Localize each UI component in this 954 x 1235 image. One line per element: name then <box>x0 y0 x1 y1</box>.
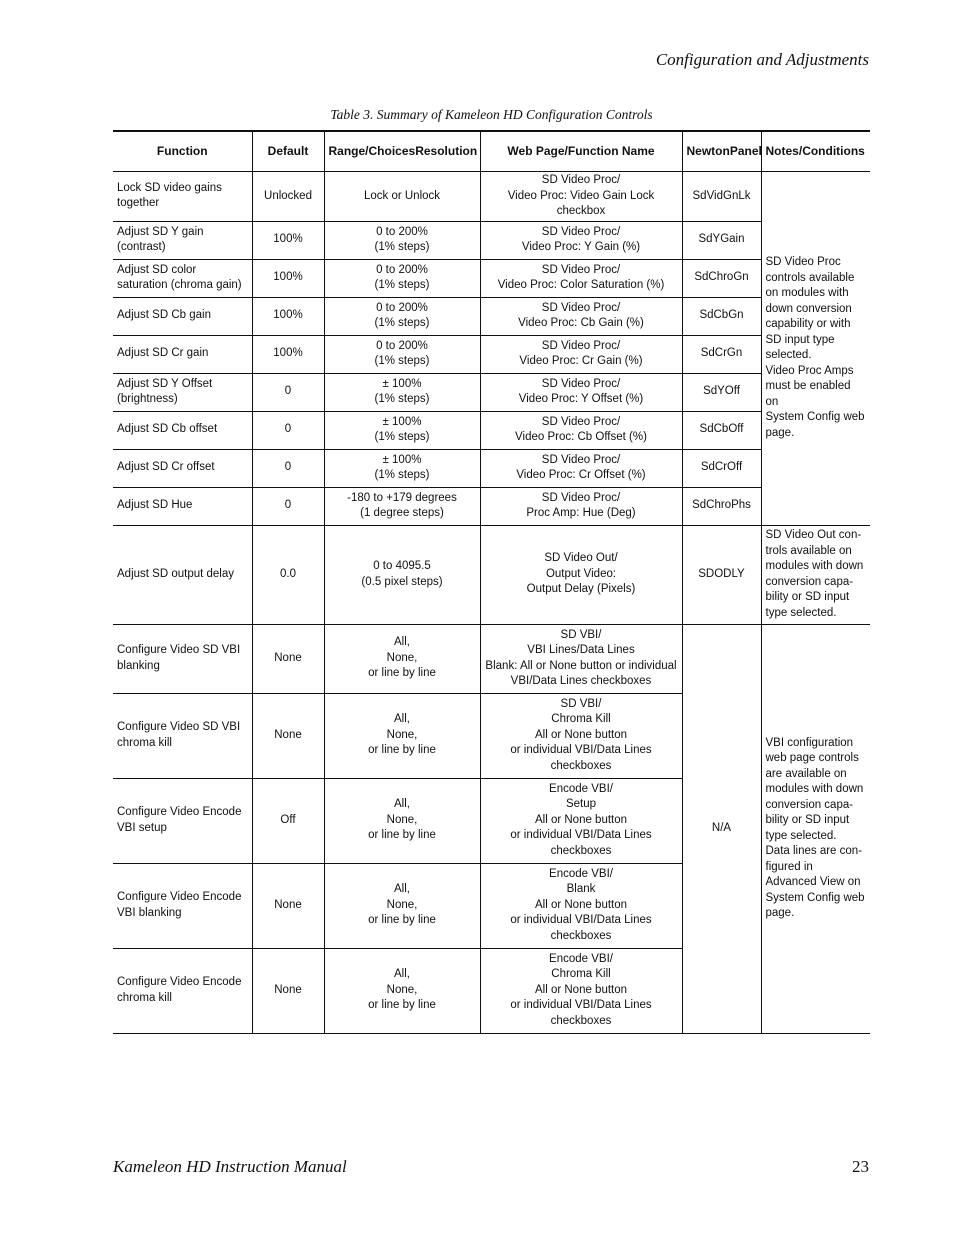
function-cell: Configure Video SD VBI blanking <box>113 624 252 693</box>
text-line: Panel <box>729 144 762 158</box>
text-line: 0 to 200% <box>376 263 428 276</box>
text-line: Video Proc: Y Gain (%) <box>521 241 641 253</box>
function-cell: Configure Video Encode VBI setup <box>113 778 252 863</box>
text-line: SD Video Out/ <box>544 552 618 565</box>
range-cell <box>324 297 480 335</box>
text-line: VBI/Data Lines checkboxes <box>510 675 652 687</box>
table-row <box>113 297 870 335</box>
text-line: All, <box>394 883 410 896</box>
text-line: Output Delay (Pixels) <box>526 583 636 596</box>
text-line: Web Page/ <box>507 144 568 158</box>
text-line: SD Video Proc <box>765 256 841 269</box>
default-cell: None <box>252 693 324 778</box>
text-line: SD VBI/ <box>560 628 602 641</box>
text-line: Video Proc: Cb Gain (%) <box>518 317 644 329</box>
column-header <box>113 131 252 172</box>
text-line: Encode VBI/ <box>549 782 613 795</box>
text-line: conversion capa- <box>765 798 854 811</box>
default-cell: 0 <box>252 411 324 449</box>
default-cell: None <box>252 948 324 1033</box>
column-header <box>324 131 480 172</box>
web-page-cell <box>480 487 682 525</box>
web-page-cell <box>480 624 682 693</box>
function-cell: Adjust SD Y Offset (brightness) <box>113 373 252 411</box>
table-caption: Table 3. Summary of Kameleon HD Configuration Controls <box>330 107 653 122</box>
range-cell <box>324 335 480 373</box>
text-line: controls available <box>765 271 855 284</box>
text-line: or individual VBI/Data Lines <box>510 914 652 927</box>
text-line: Video Proc: Cr Offset (%) <box>516 469 646 481</box>
text-line: Video Proc: Color Saturation (%) <box>497 279 665 291</box>
text-line: ± 100% <box>382 377 422 390</box>
function-cell: Adjust SD Hue <box>113 487 252 525</box>
text-line: or line by line <box>368 829 436 842</box>
text-line: SD VBI/ <box>560 697 602 710</box>
text-line: Function <box>156 144 208 158</box>
table-row <box>113 373 870 411</box>
text-line: (1% steps) <box>374 279 430 291</box>
text-line: Chroma Kill <box>551 968 611 981</box>
text-line: Blank <box>566 883 596 896</box>
newton-panel-cell: SdChroGn <box>682 259 761 297</box>
web-page-cell <box>480 297 682 335</box>
default-cell: 100% <box>252 297 324 335</box>
default-cell: Unlocked <box>252 172 324 222</box>
range-cell <box>324 221 480 259</box>
text-line: Advanced View on <box>765 876 861 888</box>
column-header <box>480 131 682 172</box>
text-line: conversion capa- <box>765 575 854 588</box>
function-cell: Adjust SD Y gain (contrast) <box>113 221 252 259</box>
table-row <box>113 411 870 449</box>
table-row <box>113 172 870 222</box>
newton-panel-cell: N/A <box>682 624 761 1033</box>
text-line: All or None button <box>534 898 628 911</box>
function-cell: Configure Video SD VBI chroma kill <box>113 693 252 778</box>
text-line: Output Video: <box>545 567 617 580</box>
running-header: Configuration and Adjustments <box>655 50 869 69</box>
notes-cell <box>761 525 870 624</box>
text-line: checkboxes <box>550 1014 612 1027</box>
default-cell: 0 <box>252 373 324 411</box>
function-cell: Adjust SD Cb gain <box>113 297 252 335</box>
table-row <box>113 487 870 525</box>
text-line: 0 to 200% <box>376 301 428 314</box>
function-cell: Lock SD video gains together <box>113 172 252 222</box>
newton-panel-cell: SdCbOff <box>682 411 761 449</box>
default-cell: 0 <box>252 487 324 525</box>
newton-panel-cell: SDODLY <box>682 525 761 624</box>
range-cell <box>324 863 480 948</box>
text-line: All, <box>394 713 410 726</box>
text-line: SD Video Proc/ <box>541 491 621 504</box>
newton-panel-cell: SdChroPhs <box>682 487 761 525</box>
range-cell <box>324 259 480 297</box>
range-cell <box>324 487 480 525</box>
table-header-row <box>113 131 870 172</box>
text-line: (1% steps) <box>374 317 430 329</box>
table-row <box>113 259 870 297</box>
text-line: type selected. <box>765 606 837 619</box>
text-line: must be enabled on <box>765 380 851 408</box>
range-cell <box>324 172 480 222</box>
newton-panel-cell: SdVidGnLk <box>682 172 761 222</box>
text-line: are available on <box>765 767 847 780</box>
text-line: Proc Amp: Hue (Deg) <box>526 507 636 519</box>
text-line: down conversion <box>765 302 852 315</box>
text-line: All or None button <box>534 728 628 741</box>
text-line: Video Proc: Video Gain Lock checkbox <box>507 189 655 217</box>
text-line: modules with down <box>765 560 864 572</box>
web-page-cell <box>480 221 682 259</box>
text-line: None, <box>386 898 418 911</box>
text-line: type selected. <box>765 829 837 842</box>
text-line: VBI configuration <box>765 736 854 749</box>
table-row <box>113 525 870 624</box>
web-page-cell <box>480 693 682 778</box>
function-cell: Configure Video Encode VBI blanking <box>113 863 252 948</box>
text-line: Data lines are con- <box>765 845 863 857</box>
text-line: SD Video Proc/ <box>541 225 621 238</box>
table-row <box>113 221 870 259</box>
table-row <box>113 335 870 373</box>
text-line: (1% steps) <box>374 469 430 481</box>
text-line: or individual VBI/Data Lines <box>510 829 652 842</box>
text-line: or individual VBI/Data Lines <box>510 744 652 757</box>
text-line: SD Video Proc/ <box>541 174 621 186</box>
text-line: Video Proc: Cr Gain (%) <box>519 355 643 367</box>
text-line: 0 to 200% <box>376 225 428 238</box>
configuration-table <box>113 130 870 1034</box>
text-line: Setup <box>565 798 597 811</box>
newton-panel-cell: SdCrGn <box>682 335 761 373</box>
text-line: capability or with <box>765 318 851 331</box>
text-line: Function Name <box>567 144 655 158</box>
text-line: (1% steps) <box>374 355 430 367</box>
default-cell: 100% <box>252 221 324 259</box>
text-line: Resolution <box>415 144 478 158</box>
web-page-cell <box>480 778 682 863</box>
text-line: or individual VBI/Data Lines <box>510 999 652 1012</box>
function-cell: Adjust SD color saturation (chroma gain) <box>113 259 252 297</box>
range-cell <box>324 778 480 863</box>
text-line: Newton <box>686 144 730 158</box>
text-line: Video Proc: Cb Offset (%) <box>515 431 647 443</box>
text-line: SD Video Proc/ <box>541 339 621 352</box>
text-line: SD Video Proc/ <box>541 263 621 276</box>
text-line: SD Video Proc/ <box>541 301 621 314</box>
function-cell: Adjust SD Cr offset <box>113 449 252 487</box>
text-line: All, <box>394 798 410 811</box>
range-cell <box>324 624 480 693</box>
text-line: Video Proc: Y Offset (%) <box>518 393 644 405</box>
text-line: or line by line <box>368 744 436 757</box>
text-line: SD Video Out con- <box>765 529 862 541</box>
text-line: (1% steps) <box>374 431 430 443</box>
function-cell: Adjust SD Cr gain <box>113 335 252 373</box>
text-line: SD Video Proc/ <box>541 415 621 428</box>
footer-manual-title: Kameleon HD Instruction Manual <box>113 1157 347 1176</box>
text-line: or line by line <box>368 914 436 927</box>
text-line: None, <box>386 813 418 826</box>
text-line: All, <box>394 636 410 649</box>
text-line: (1% steps) <box>374 393 430 405</box>
text-line: ± 100% <box>382 415 422 428</box>
text-line: selected. <box>765 349 812 362</box>
text-line: ± 100% <box>382 453 422 466</box>
text-line: checkboxes <box>550 844 612 857</box>
text-line: System Config web <box>765 891 865 904</box>
notes-cell <box>761 172 870 526</box>
text-line: Notes/ <box>765 144 803 158</box>
web-page-cell <box>480 259 682 297</box>
text-line: -180 to +179 degrees <box>347 491 457 504</box>
text-line: or line by line <box>368 667 436 680</box>
column-header <box>761 131 870 172</box>
text-line: System Config web <box>765 411 865 424</box>
range-cell <box>324 411 480 449</box>
default-cell: Off <box>252 778 324 863</box>
text-line: web page controls <box>765 752 859 764</box>
text-line: All or None button <box>534 813 628 826</box>
text-line: SD Video Proc/ <box>541 453 621 466</box>
text-line: page. <box>765 426 795 439</box>
range-cell <box>324 693 480 778</box>
text-line: (1 degree steps) <box>360 507 444 519</box>
text-line: figured in <box>765 860 813 873</box>
range-cell <box>324 449 480 487</box>
text-line: All or None button <box>534 983 628 996</box>
function-cell: Adjust SD output delay <box>113 525 252 624</box>
text-line: on modules with <box>765 287 849 300</box>
web-page-cell <box>480 335 682 373</box>
newton-panel-cell: SdYOff <box>682 373 761 411</box>
text-line: VBI Lines/Data Lines <box>527 644 635 656</box>
text-line: checkboxes <box>550 759 612 772</box>
text-line: None, <box>386 728 418 741</box>
default-cell: 100% <box>252 335 324 373</box>
text-line: or line by line <box>368 999 436 1012</box>
web-page-cell <box>480 449 682 487</box>
text-line: Blank: All or None button or individual <box>485 659 677 672</box>
text-line: All, <box>394 968 410 981</box>
web-page-cell <box>480 411 682 449</box>
range-cell <box>324 948 480 1033</box>
range-cell <box>324 525 480 624</box>
text-line: Encode VBI/ <box>549 952 613 965</box>
table-row <box>113 624 870 693</box>
default-cell: 0 <box>252 449 324 487</box>
text-line: Conditions <box>802 144 865 158</box>
text-line: 0 to 200% <box>376 339 428 352</box>
text-line: checkboxes <box>550 929 612 942</box>
column-header <box>682 131 761 172</box>
text-line: SD Video Proc/ <box>541 377 621 390</box>
newton-panel-cell: SdCrOff <box>682 449 761 487</box>
function-cell: Configure Video Encode chroma kill <box>113 948 252 1033</box>
text-line: Chroma Kill <box>551 713 611 726</box>
newton-panel-cell: SdCbGn <box>682 297 761 335</box>
text-line: page. <box>765 907 795 919</box>
text-line: Range/Choices <box>328 144 416 158</box>
text-line: (1% steps) <box>374 241 430 253</box>
function-cell: Adjust SD Cb offset <box>113 411 252 449</box>
web-page-cell <box>480 525 682 624</box>
text-line: modules with down <box>765 783 864 795</box>
text-line: Video Proc Amps <box>765 364 854 377</box>
default-cell: None <box>252 863 324 948</box>
text-line: None, <box>386 651 418 664</box>
web-page-cell <box>480 863 682 948</box>
text-line: Encode VBI/ <box>549 867 613 880</box>
page-number: 23 <box>852 1157 869 1176</box>
web-page-cell <box>480 948 682 1033</box>
default-cell: 100% <box>252 259 324 297</box>
text-line: trols available on <box>765 544 852 557</box>
table-row <box>113 449 870 487</box>
column-header <box>252 131 324 172</box>
text-line: 0 to 4095.5 <box>373 560 431 572</box>
default-cell: 0.0 <box>252 525 324 624</box>
newton-panel-cell: SdYGain <box>682 221 761 259</box>
range-cell <box>324 373 480 411</box>
text-line: Lock or Unlock <box>363 189 441 202</box>
text-line: SD input type <box>765 333 835 346</box>
web-page-cell <box>480 172 682 222</box>
text-line: Default <box>267 144 309 158</box>
text-line: bility or SD input <box>765 814 850 826</box>
text-line: bility or SD input <box>765 591 850 603</box>
web-page-cell <box>480 373 682 411</box>
text-line: (0.5 pixel steps) <box>361 575 443 588</box>
default-cell: None <box>252 624 324 693</box>
notes-cell <box>761 624 870 1033</box>
text-line: None, <box>386 983 418 996</box>
